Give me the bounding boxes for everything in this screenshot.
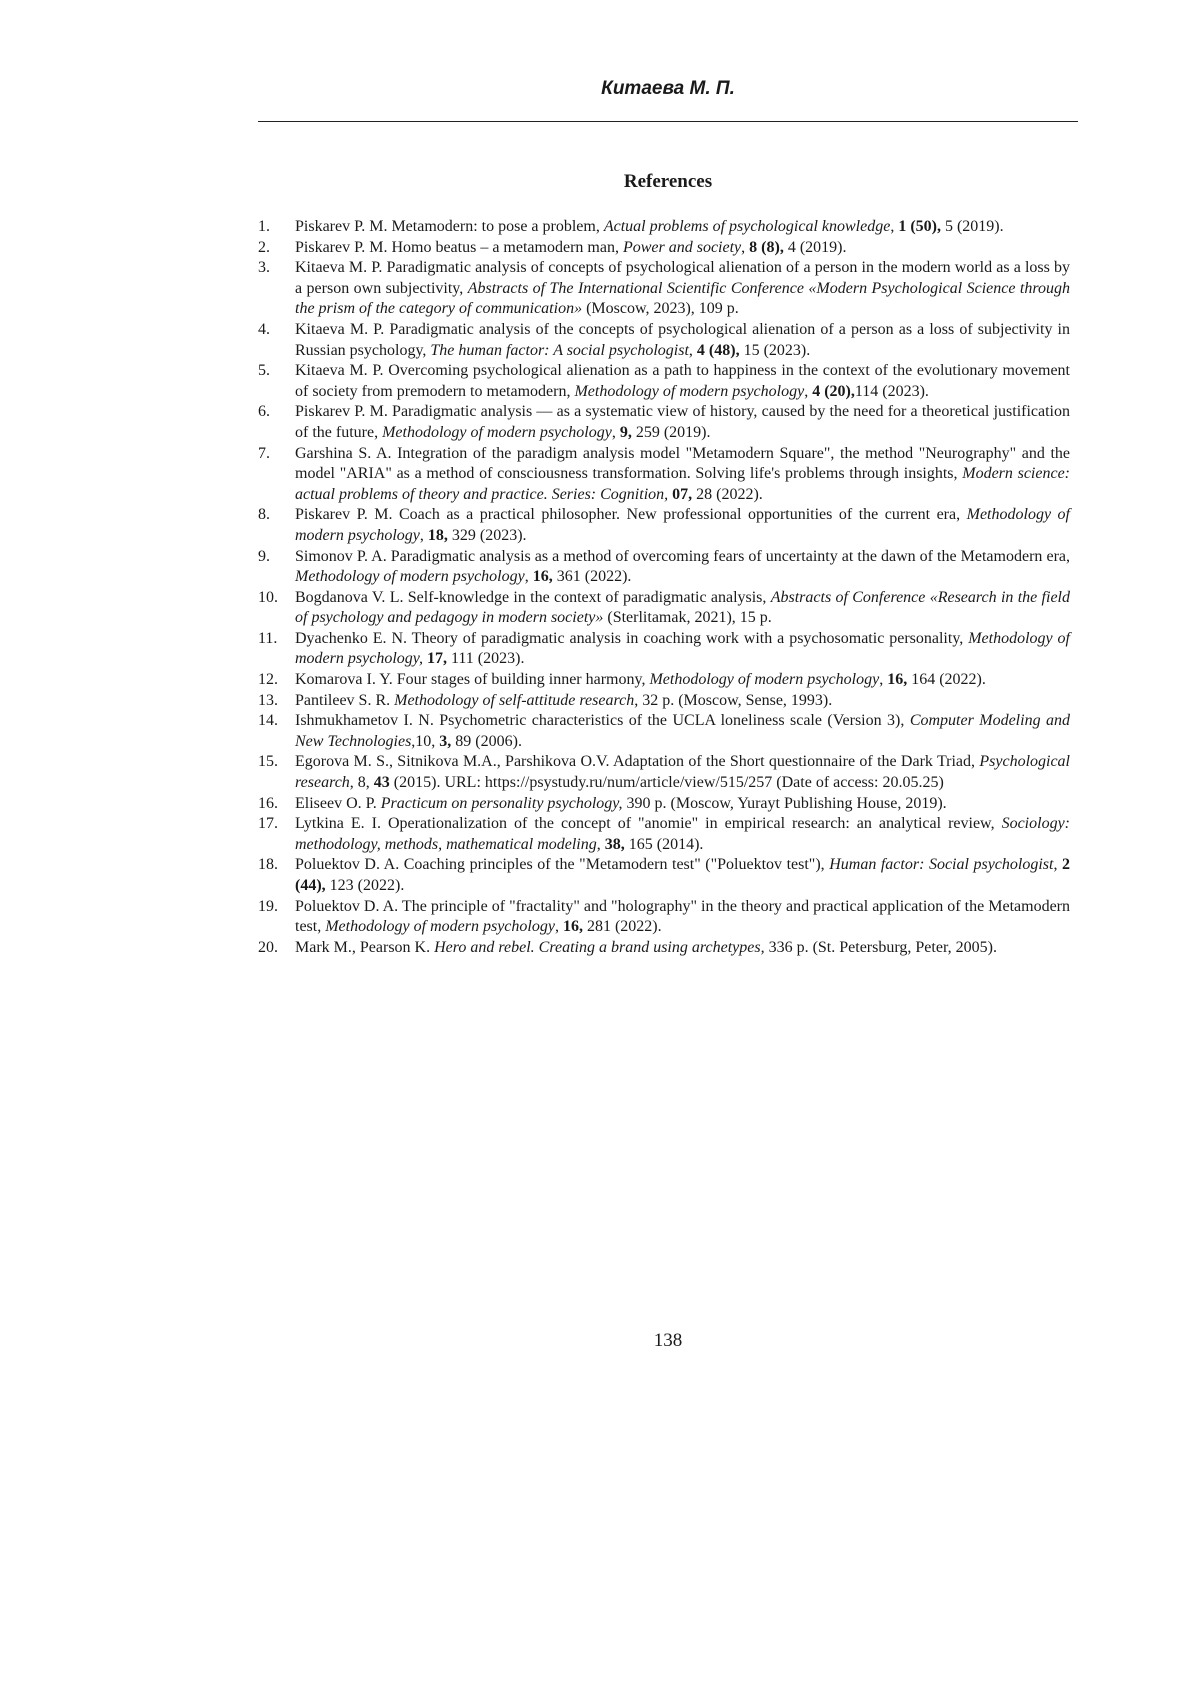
reference-item [258,588,1070,629]
reference-item [258,752,1070,793]
reference-text-run: Egorova M. S., Sitnikova M.A., Parshikova O.V. Adaptation of the Short questionnaire of the Dark Triad, [295,753,979,770]
reference-number: 9. [258,547,270,568]
reference-text [295,795,947,812]
reference-text [295,815,1070,853]
reference-text-run: , [741,239,749,256]
reference-text [295,712,1070,750]
reference-text [295,939,997,956]
reference-source-title: Hero and rebel. Creating a brand using archetypes, [434,939,764,956]
reference-text-run: Bogdanova V. L. Self-knowledge in the context of paradigmatic analysis, [295,589,771,606]
reference-volume: 1 (50), [898,218,941,235]
reference-number: 13. [258,691,278,712]
reference-volume: 16, [887,671,907,688]
reference-text-run: , [879,671,887,688]
reference-text-run: 281 (2022). [583,918,662,935]
reference-text-run: Ishmukhametov I. N. Psychometric characteristics of the UCLA loneliness scale (Version 3), [295,712,910,729]
reference-item [258,711,1070,752]
reference-text-run: Lytkina E. I. Operationalization of the concept of "anomie" in empirical research: an analytical review, [295,815,1002,832]
reference-list [258,217,1070,958]
reference-text-run: Piskarev P. M. Homo beatus – a metamodern man, [295,239,623,256]
reference-item [258,855,1070,896]
reference-source-title: Methodology of modern psychology [325,918,555,935]
reference-number: 6. [258,402,270,423]
reference-text-run: , [804,383,812,400]
reference-number: 19. [258,897,278,918]
reference-volume: 4 (48), [697,342,740,359]
header-divider [258,121,1078,122]
page-number: 138 [258,1330,1078,1352]
reference-text-run: Simonov P. A. Paradigmatic analysis as a method of overcoming fears of uncertainty at the dawn of the Metamodern era, [295,548,1070,565]
reference-source-title: The human factor: A social psychologist [430,342,689,359]
reference-volume: 18, [428,527,448,544]
reference-text [295,506,1070,544]
reference-text [295,630,1070,668]
reference-item [258,938,1070,959]
reference-text-run: 4 (2019). [784,239,847,256]
reference-item [258,691,1070,712]
reference-item [258,258,1070,320]
reference-item [258,402,1070,443]
reference-source-title: Abstracts of The International Scientific Conference «Modern Psychological Science through the prism of the category of communication» [295,280,1070,318]
reference-number: 20. [258,938,278,959]
reference-source-title: Sociology: methodology, methods, mathematical modeling [295,815,1070,853]
reference-item [258,547,1070,588]
reference-text-run: Kitaeva M. P. Paradigmatic analysis of concepts of psychological alienation of a person in the modern world as a loss by a person own subjectivity, [295,259,1070,297]
reference-number: 12. [258,670,278,691]
reference-text-run: 28 (2022). [692,486,763,503]
reference-text [295,403,1070,441]
reference-text-run: , 8, [350,774,374,791]
reference-text-run: (Sterlitamak, 2021), 15 p. [603,609,771,626]
reference-text-run: (Moscow, 2023), 109 p. [582,300,739,317]
reference-text [295,898,1070,936]
reference-text-run: Komarova I. Y. Four stages of building inner harmony, [295,671,649,688]
reference-source-title: Methodology of self-attitude research [394,692,634,709]
reference-source-title: Modern science: actual problems of theory and practice. Series: Cognition, [295,465,1070,503]
reference-source-title: Actual problems of psychological knowledge [604,218,890,235]
reference-item [258,814,1070,855]
reference-text-run: (2015). URL: https://psystudy.ru/num/article/view/515/257 (Date of access: 20.05.25) [390,774,944,791]
reference-number: 10. [258,588,278,609]
reference-text-run: , [1053,856,1062,873]
reference-item [258,320,1070,361]
reference-text-run: , [525,568,533,585]
reference-text [295,589,1070,627]
reference-text-run: Poluektov D. A. Coaching principles of the "Metamodern test" ("Poluektov test"), [295,856,829,873]
reference-text-run: 390 p. (Moscow, Yurayt Publishing House, 2019). [623,795,947,812]
reference-volume: 8 (8), [749,239,784,256]
reference-number: 7. [258,444,270,465]
reference-text-run: Piskarev P. M. Coach as a practical philosopher. New professional opportunities of the current era, [295,506,967,523]
reference-text [295,321,1070,359]
reference-text [295,856,1070,894]
reference-text-run: 164 (2022). [907,671,986,688]
reference-volume: 16, [563,918,583,935]
reference-text-run: 123 (2022). [326,877,405,894]
reference-text-run: Dyachenko E. N. Theory of paradigmatic analysis in coaching work with a psychosomatic personality, [295,630,968,647]
reference-volume: 43 [374,774,390,791]
reference-text-run: 361 (2022). [553,568,632,585]
reference-number: 14. [258,711,278,732]
reference-text-run: , [420,527,428,544]
reference-number: 4. [258,320,270,341]
reference-number: 1. [258,217,270,238]
reference-text [295,239,846,256]
reference-text-run: Eliseev O. P. [295,795,381,812]
reference-text [295,445,1070,503]
reference-text-run: , [555,918,563,935]
reference-item [258,238,1070,259]
reference-text-run: 111 (2023). [447,650,524,667]
reference-volume: 17, [427,650,447,667]
reference-text [295,218,1004,235]
reference-number: 5. [258,361,270,382]
reference-source-title: Computer Modeling and New Technologies [295,712,1070,750]
reference-source-title: Methodology of modern psychology [382,424,612,441]
reference-item [258,361,1070,402]
reference-source-title: Methodology of modern psychology, [295,630,1070,668]
reference-text-run: Piskarev P. M. Paradigmatic analysis — as a systematic view of history, caused by the need for a theoretical justification of the future, [295,403,1070,441]
section-title: References [258,171,1078,193]
reference-item [258,444,1070,506]
reference-text-run: , [890,218,898,235]
reference-text-run: Pantileev S. R. [295,692,394,709]
reference-text-run: Piskarev P. M. Metamodern: to pose a problem, [295,218,604,235]
reference-number: 16. [258,794,278,815]
reference-number: 2. [258,238,270,259]
reference-number: 8. [258,505,270,526]
reference-volume: 38, [605,836,625,853]
reference-item [258,217,1070,238]
reference-source-title: Methodology of modern psychology [295,506,1070,544]
reference-volume: 07, [672,486,692,503]
reference-text [295,259,1070,317]
reference-text-run: Kitaeva M. P. Paradigmatic analysis of the concepts of psychological alienation of a person as a loss of subjectivity in Russian psychology, [295,321,1070,359]
reference-source-title: Abstracts of Conference «Research in the field of psychology and pedagogy in modern society» [295,589,1070,627]
reference-text-run: Garshina S. A. Integration of the paradigm analysis model "Metamodern Square", the method "Neurography" and the model "ARIA" as a method of consciousness transformation. Solving life's problems through insights, [295,445,1070,483]
reference-text-run: , [597,836,605,853]
reference-text-run: , [612,424,620,441]
reference-text-run: 15 (2023). [740,342,811,359]
reference-item [258,629,1070,670]
reference-text-run: 165 (2014). [625,836,704,853]
reference-volume: 9, [620,424,632,441]
reference-text-run: 114 (2023). [855,383,929,400]
reference-number: 17. [258,814,278,835]
reference-text-run: Mark M., Pearson K. [295,939,434,956]
reference-text [295,753,1070,791]
reference-item [258,670,1070,691]
reference-text [295,548,1070,586]
reference-source-title: Power and society [623,239,741,256]
reference-source-title: Human factor: Social psychologist [829,856,1053,873]
reference-text [295,362,1070,400]
reference-volume: 16, [533,568,553,585]
reference-text [295,671,986,688]
reference-text-run: 259 (2019). [632,424,711,441]
reference-volume: 3, [439,733,451,750]
reference-text-run: 89 (2006). [451,733,522,750]
reference-source-title: Methodology of modern psychology [295,568,525,585]
reference-text-run: , [689,342,697,359]
reference-source-title: Methodology of modern psychology [649,671,879,688]
reference-number: 15. [258,752,278,773]
reference-item [258,794,1070,815]
reference-number: 11. [258,629,277,650]
reference-text-run: Poluektov D. A. The principle of "fractality" and "holography" in the theory and practical application of the Metamodern test, [295,898,1070,936]
reference-source-title: Psychological research [295,753,1070,791]
reference-item [258,505,1070,546]
reference-source-title: Methodology of modern psychology [574,383,804,400]
reference-volume: 4 (20), [812,383,855,400]
reference-text-run: 5 (2019). [941,218,1004,235]
running-head: Китаева М. П. [258,78,1078,100]
reference-text-run: ,10, [411,733,439,750]
reference-text-run: Kitaeva M. P. Overcoming psychological alienation as a path to happiness in the context of the evolutionary movement of society from premodern to metamodern, [295,362,1070,400]
reference-item [258,897,1070,938]
reference-volume: 2 (44), [295,856,1070,894]
reference-number: 18. [258,855,278,876]
reference-text [295,692,832,709]
reference-number: 3. [258,258,270,279]
reference-text-run: , 32 p. (Moscow, Sense, 1993). [634,692,832,709]
reference-source-title: Practicum on personality psychology, [381,795,623,812]
reference-text-run: 329 (2023). [448,527,527,544]
reference-text-run: 336 p. (St. Petersburg, Peter, 2005). [765,939,997,956]
